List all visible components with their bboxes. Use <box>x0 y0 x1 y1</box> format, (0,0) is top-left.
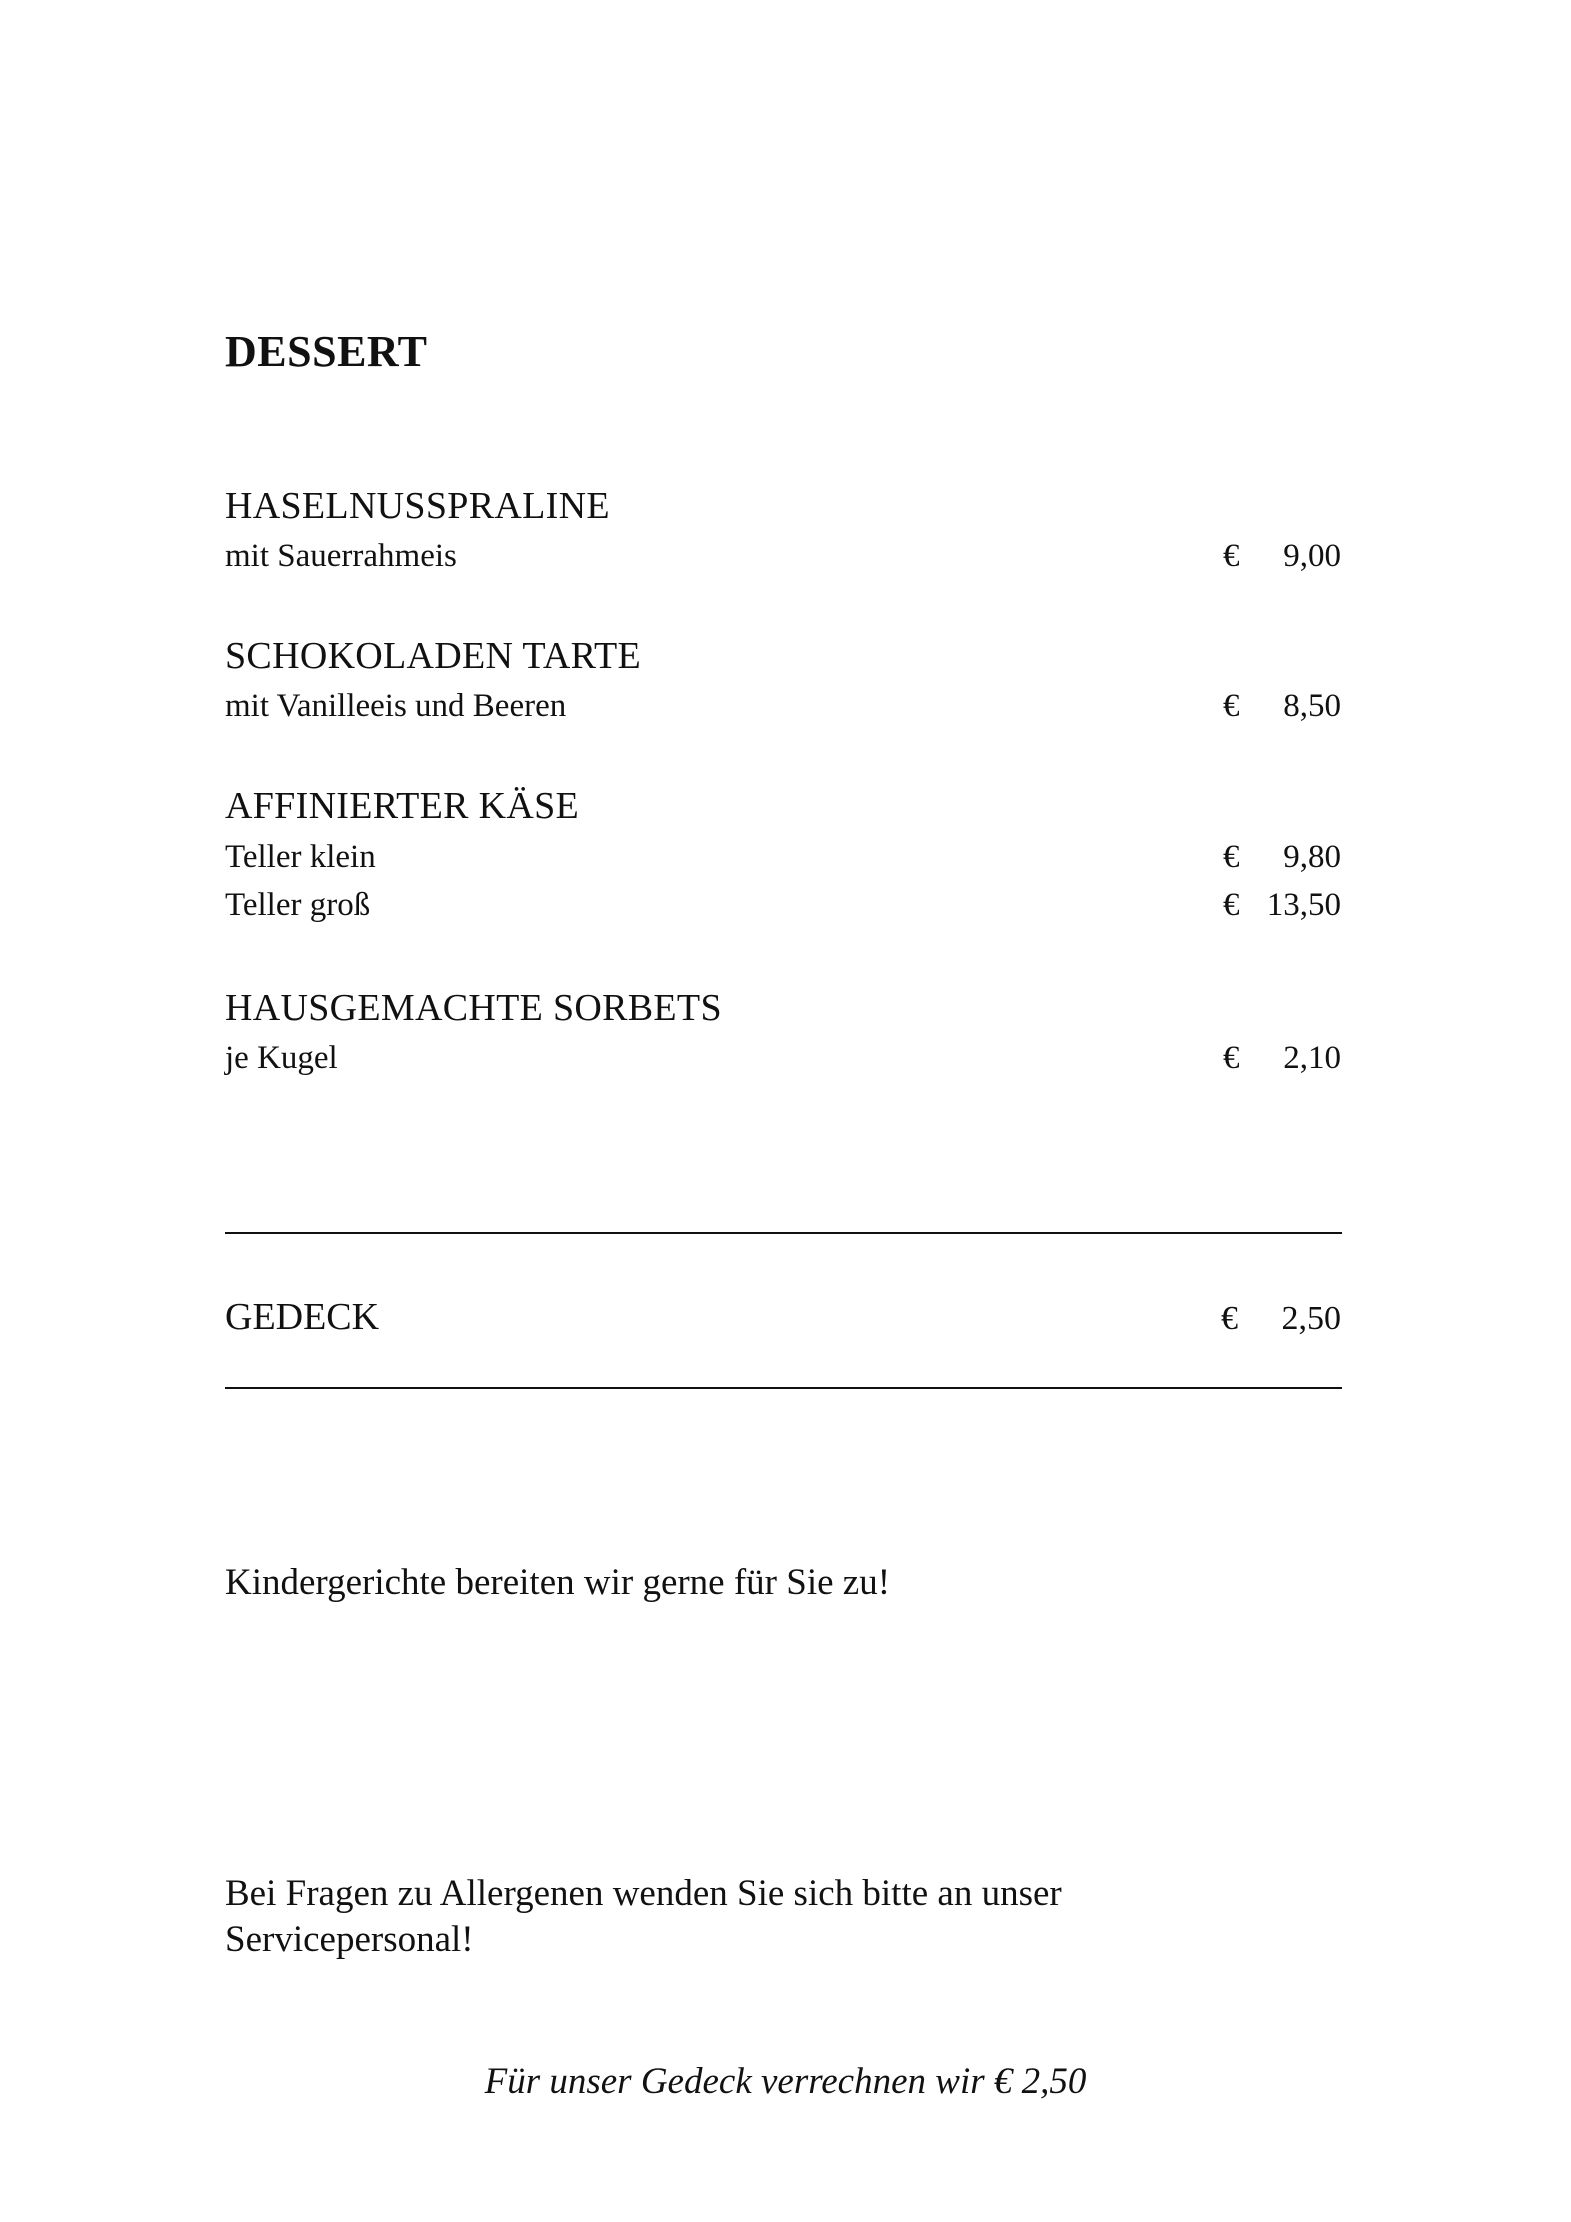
price <box>1223 688 1341 725</box>
dish-description: mit Vanilleeis und Beeren <box>225 688 567 724</box>
dish-description: Teller klein <box>225 839 376 875</box>
price-amount: 2,50 <box>1281 1300 1341 1337</box>
dish-name: HASELNUSSPRALINE <box>225 485 610 527</box>
allergens-note-line: Servicepersonal! <box>225 1919 474 1960</box>
dish-line <box>225 887 1341 924</box>
gedeck-footer-note: Für unser Gedeck verrechnen wir € 2,50 <box>484 2061 1087 2102</box>
currency-symbol: € <box>1223 688 1240 724</box>
page-title: DESSERT <box>225 327 428 376</box>
currency-symbol: € <box>1223 839 1240 875</box>
price <box>1223 887 1341 924</box>
dish-name: SCHOKOLADEN TARTE <box>225 635 642 677</box>
price-amount: 13,50 <box>1266 887 1341 923</box>
allergens-note-line: Bei Fragen zu Allergenen wenden Sie sich bitte an unser <box>225 1873 1062 1914</box>
gedeck-row <box>225 1295 1341 1339</box>
currency-symbol: € <box>1223 887 1240 923</box>
price-amount: 8,50 <box>1283 688 1341 724</box>
price-amount: 9,80 <box>1283 839 1341 875</box>
currency-symbol: € <box>1223 1040 1240 1076</box>
dish-description: Teller groß <box>225 887 371 923</box>
price-amount: 9,00 <box>1283 538 1341 574</box>
currency-symbol: € <box>1221 1300 1238 1337</box>
allergens-note <box>225 1871 1225 1963</box>
dish-description: mit Sauerrahmeis <box>225 538 457 574</box>
divider-line <box>225 1387 1342 1389</box>
gedeck-label: GEDECK <box>225 1296 380 1338</box>
dish-name: AFFINIERTER KÄSE <box>225 785 580 827</box>
dish-line <box>225 688 1341 725</box>
price <box>1223 538 1341 575</box>
price <box>1223 1040 1341 1077</box>
dish-line <box>225 538 1341 575</box>
kids-note: Kindergerichte bereiten wir gerne für Sie zu! <box>225 1562 891 1603</box>
currency-symbol: € <box>1223 538 1240 574</box>
dish-description: je Kugel <box>225 1040 338 1076</box>
dish-line <box>225 839 1341 876</box>
dish-name: HAUSGEMACHTE SORBETS <box>225 987 722 1029</box>
price <box>1221 1300 1341 1338</box>
price <box>1223 839 1341 876</box>
price-amount: 2,10 <box>1283 1040 1341 1076</box>
dish-line <box>225 1040 1341 1077</box>
divider-line <box>225 1232 1342 1234</box>
